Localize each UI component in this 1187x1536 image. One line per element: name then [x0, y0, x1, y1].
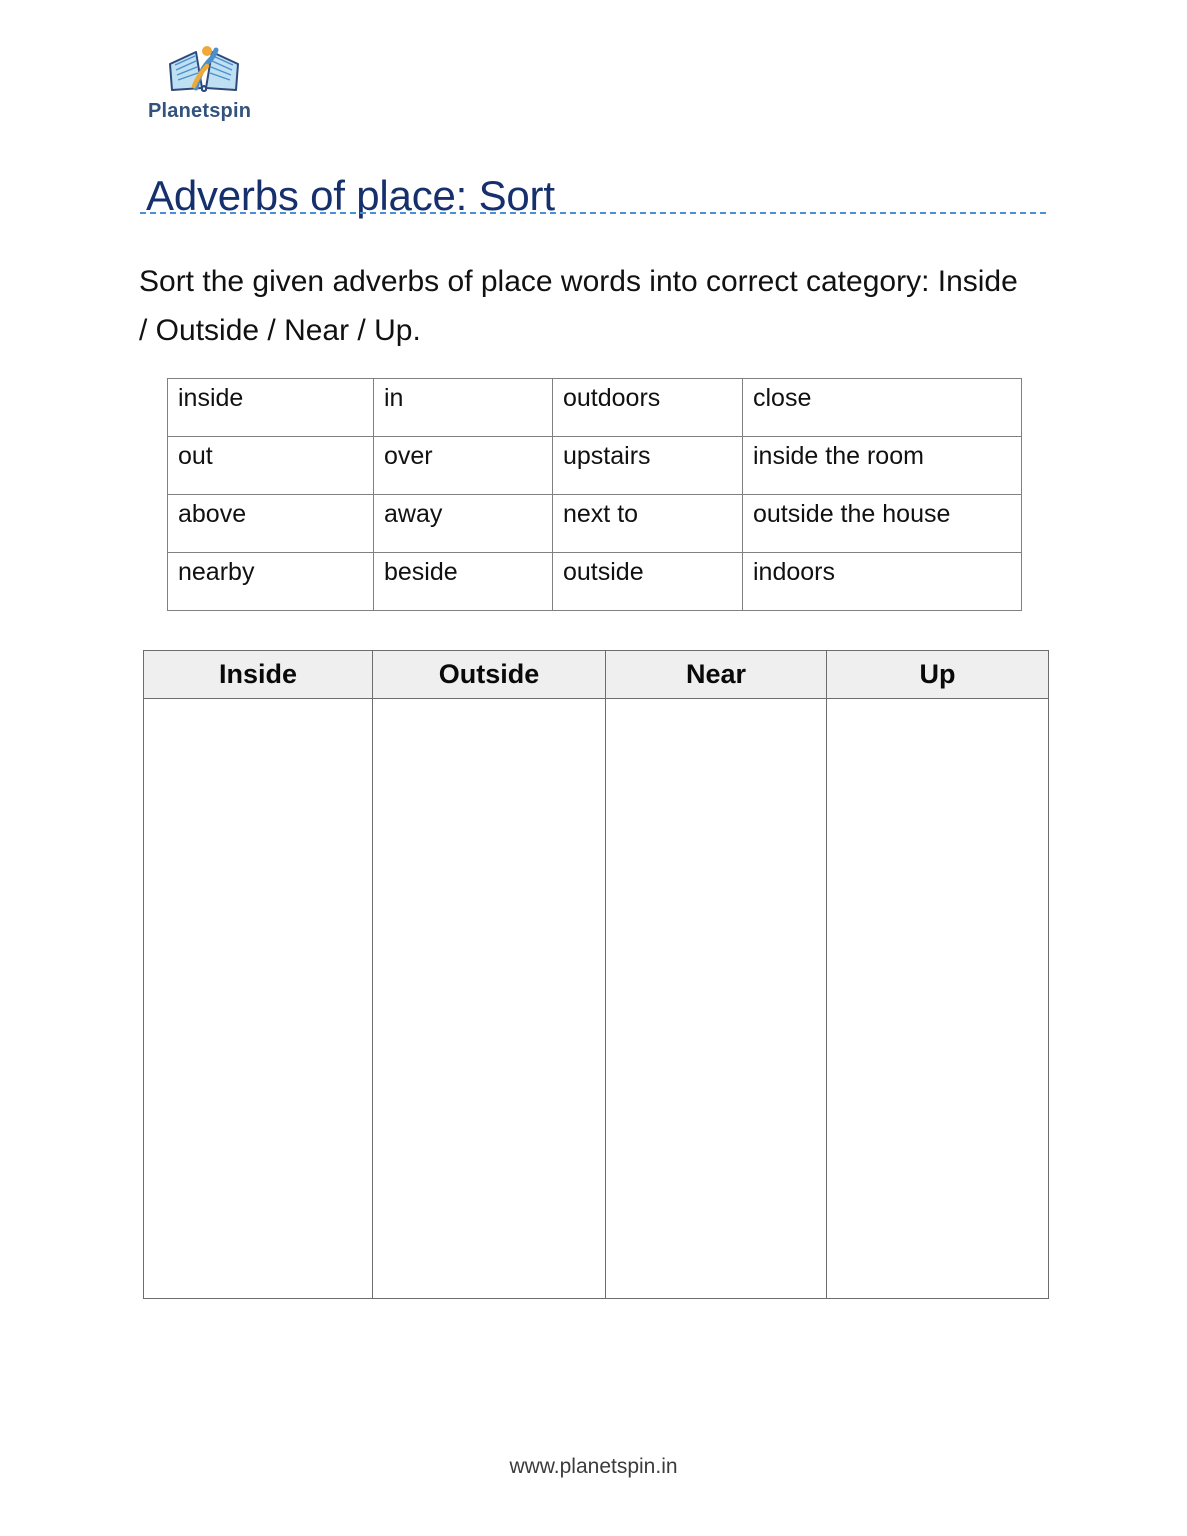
page-title: Adverbs of place: Sort [146, 172, 555, 220]
sort-table-header-row [144, 651, 1049, 699]
word-bank-cell: out [168, 437, 374, 495]
table-row [168, 495, 1022, 553]
word-bank-cell: away [374, 495, 553, 553]
title-divider [140, 212, 1046, 214]
word-bank-cell: nearby [168, 553, 374, 611]
word-bank-cell: in [374, 379, 553, 437]
brand-logo-block [148, 44, 368, 122]
footer-website: www.planetspin.in [509, 1455, 678, 1478]
instruction-text: Sort the given adverbs of place words into correct category: Inside / Outside / Near / Up. [139, 265, 1018, 347]
word-bank-table [167, 378, 1022, 611]
answer-area-near[interactable] [606, 699, 827, 1299]
word-bank-cell: outdoors [553, 379, 743, 437]
table-row [168, 553, 1022, 611]
word-bank-cell: inside the room [743, 437, 1022, 495]
answer-area-outside[interactable] [373, 699, 606, 1299]
word-bank-cell: close [743, 379, 1022, 437]
word-bank-cell: outside [553, 553, 743, 611]
word-bank-cell: above [168, 495, 374, 553]
open-book-with-rising-figure-icon [166, 44, 242, 98]
word-bank-cell: upstairs [553, 437, 743, 495]
column-header-near: Near [606, 651, 827, 699]
column-header-inside: Inside [144, 651, 373, 699]
word-bank-cell: over [374, 437, 553, 495]
word-bank-cell: indoors [743, 553, 1022, 611]
answer-area-inside[interactable] [144, 699, 373, 1299]
table-row [168, 379, 1022, 437]
sort-category-table [143, 650, 1049, 1299]
column-header-outside: Outside [373, 651, 606, 699]
word-bank-cell: inside [168, 379, 374, 437]
sort-table-answer-row [144, 699, 1049, 1299]
word-bank-cell: outside the house [743, 495, 1022, 553]
brand-name: Planetspin [148, 100, 252, 122]
word-bank-cell: next to [553, 495, 743, 553]
column-header-up: Up [827, 651, 1049, 699]
word-bank-cell: beside [374, 553, 553, 611]
table-row [168, 437, 1022, 495]
answer-area-up[interactable] [827, 699, 1049, 1299]
